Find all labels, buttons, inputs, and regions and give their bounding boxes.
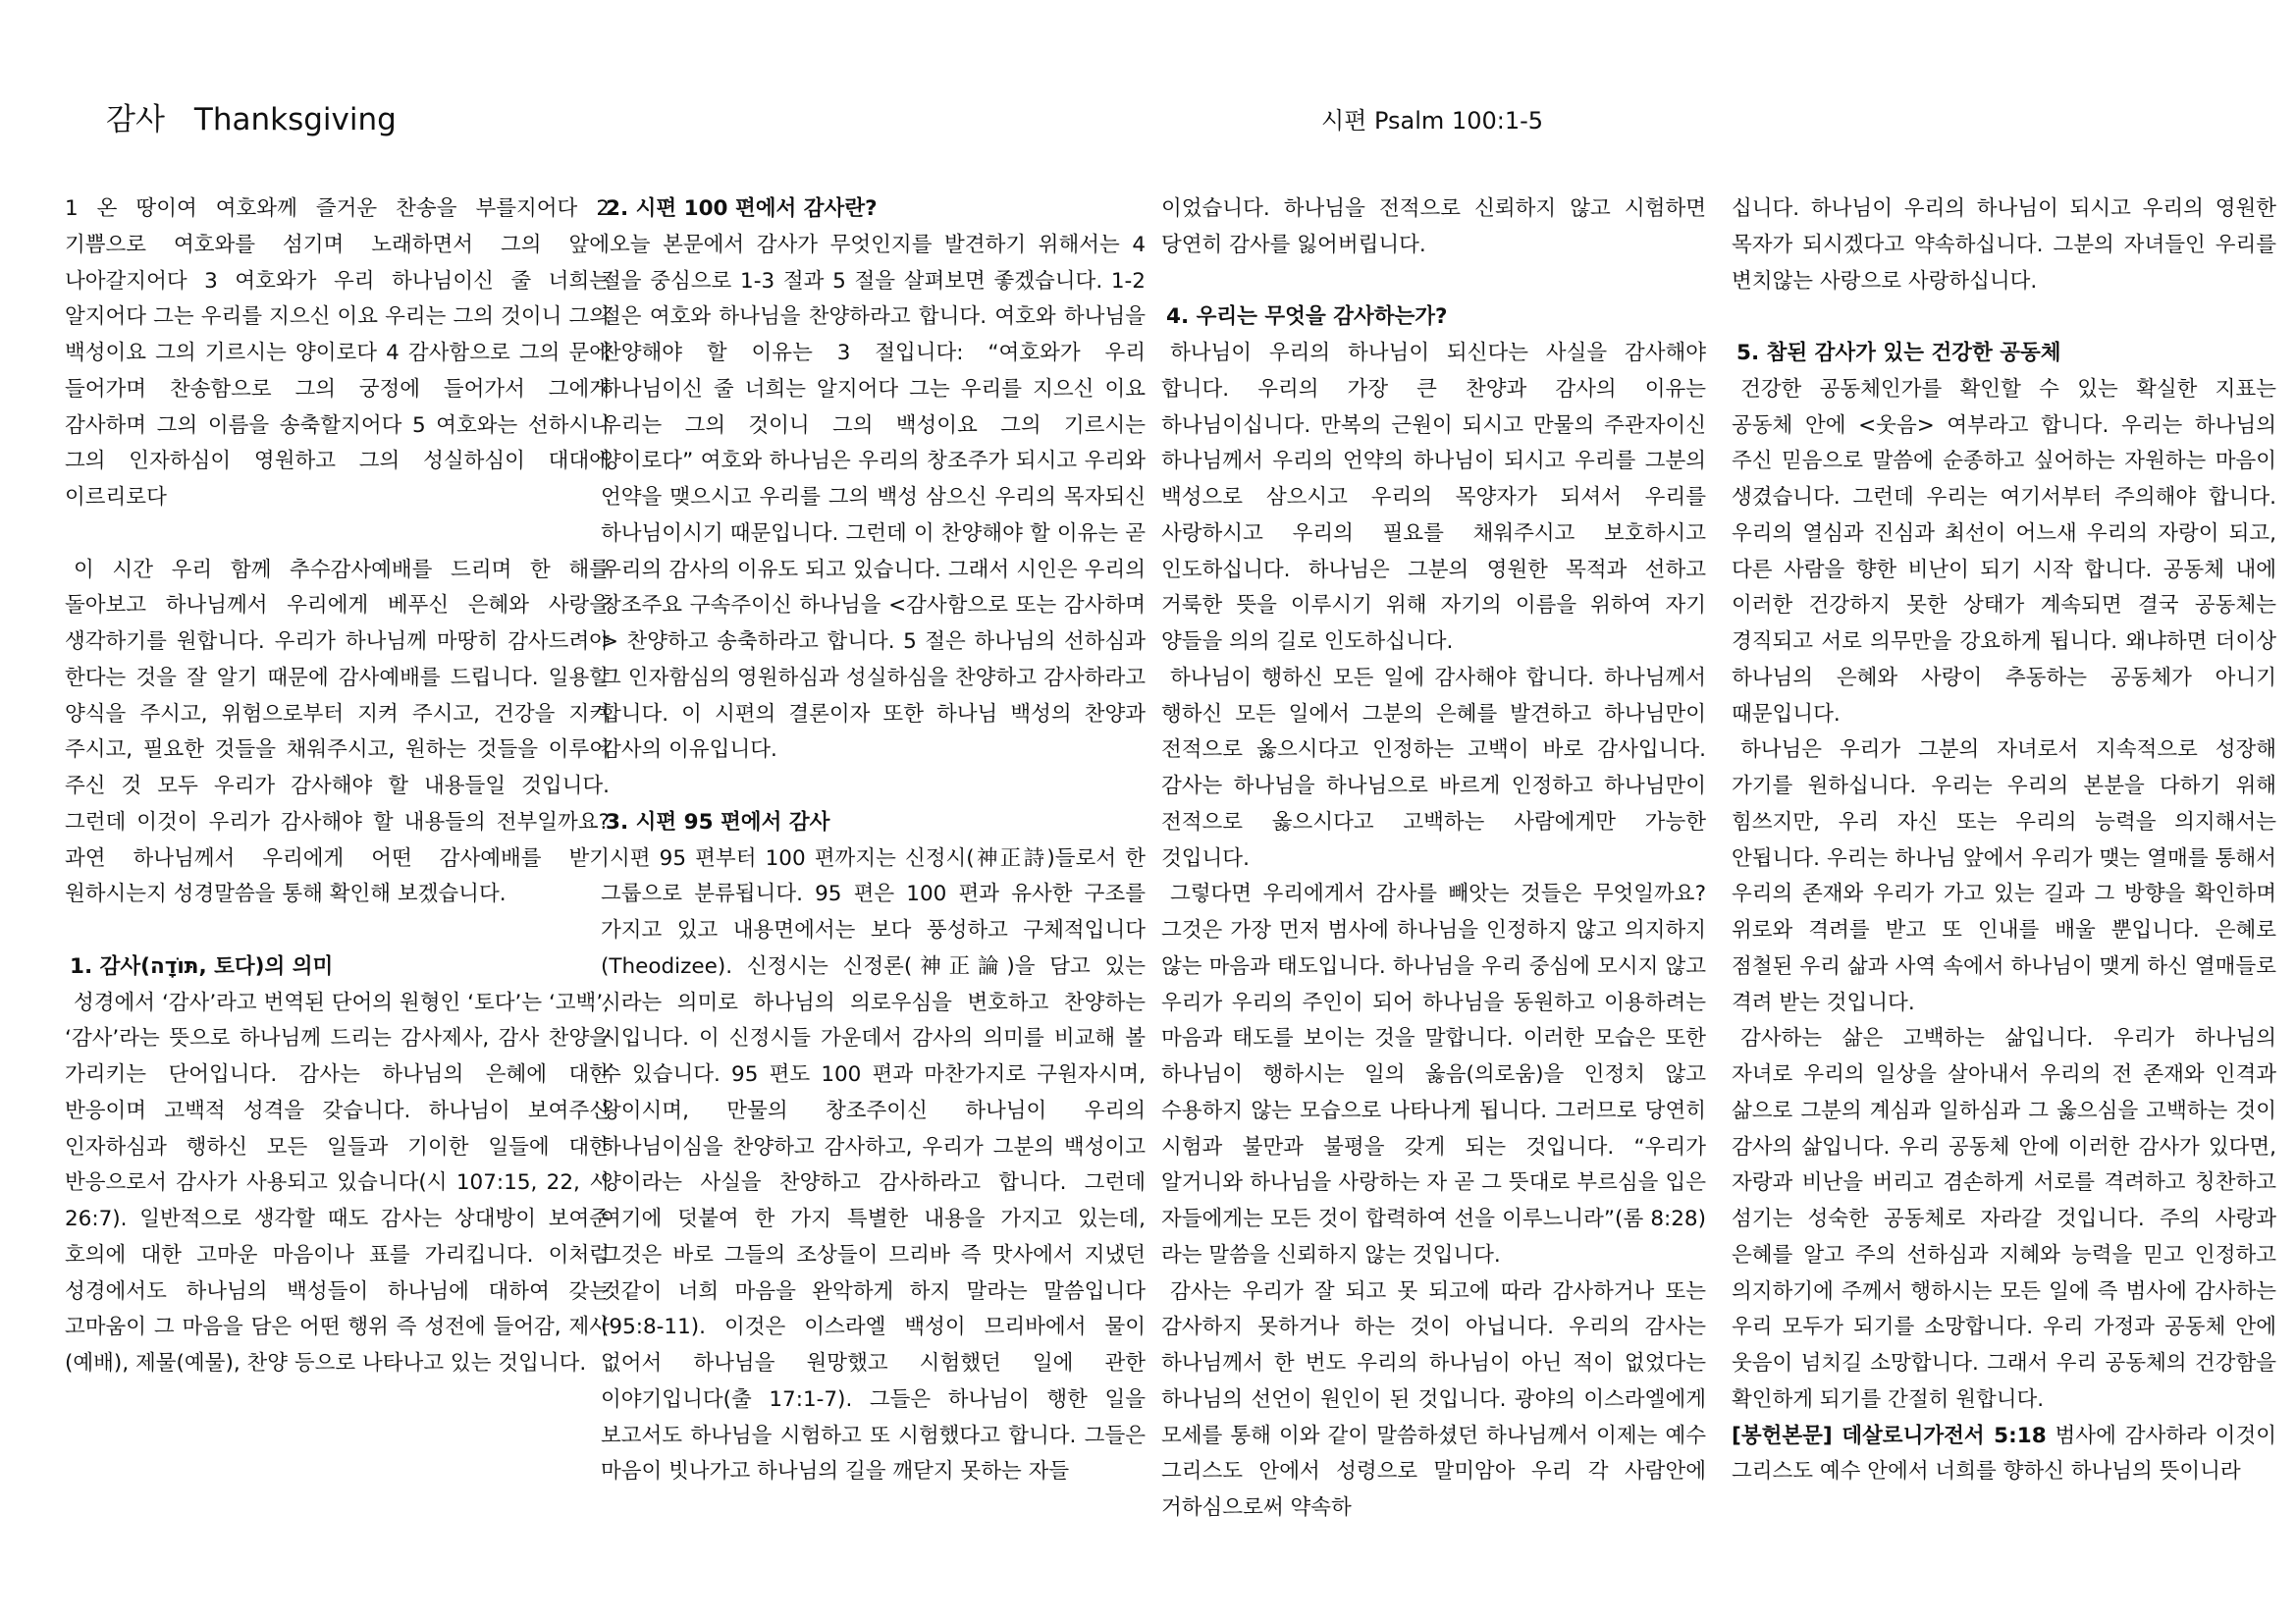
section-4-paragraph-3: 그렇다면 우리에게서 감사를 빼앗는 것들은 무엇일까요? 그것은 가장 먼저 범사에 하나님을 인정하지 않고 의지하지 않는 마음과 태도입니다. 하나님을 우리 중심에 모시지 않고 우리가 우리의 주인이 되어 하나님을 동원하고 이용하려는 마음과 태도를 보이는 것을 말합니다. 이러한 모습은 또한 하나님이 행하시는 일의 옳음(의로움)을 인정치 않고 수용하지 않는 모습으로 나타나게 됩니다. 그러므로 당연히 시험과 불만과 불평을 갖게 되는 것입니다. “우리가 알거니와 하나님을 사랑하는 자 곧 그 뜻대로 부르심을 입은 자들에게는 모든 것이 합력하여 선을 이루느니라”(롬 8:28)라는 말씀을 신뢰하지 않는 것입니다. <box>1161 882 1706 1268</box>
section-5-paragraph-1: 건강한 공동체인가를 확인할 수 있는 확실한 지표는 공동체 안에 <웃음> 여부라고 합니다. 우리는 하나님의 주신 믿음으로 말씀에 순종하고 싶어하는 자원하는 마음이 생겼습니다. 그런데 우리는 여기서부터 주의해야 합니다. 우리의 열심과 진심과 최선이 어느새 우리의 자랑이 되고, 다른 사람을 향한 비난이 되기 시작 합니다. 공동체 내에 이러한 건강하지 못한 상태가 계속되면 결국 공동체는 경직되고 서로 의무만을 강요하게 됩니다. 왜냐하면 더이상 하나님의 은혜와 사랑이 추동하는 공동체가 아니기 때문입니다. <box>1732 376 2276 727</box>
scripture-reference: 시편 Psalm 100:1-5 <box>1321 107 1544 135</box>
intro-paragraph: 이 시간 우리 함께 추수감사예배를 드리며 한 해를 돌아보고 하나님께서 우리에게 베푸신 은혜와 사랑을 생각하기를 원합니다. 우리가 하나님께 마땅히 감사드려야 한다는 것을 잘 알기 때문에 감사예배를 드립니다. 일용할 양식을 주시고, 위험으로부터 지켜 주시고, 건강을 지켜 주시고, 필요한 것들을 채워주시고, 원하는 것들을 이루어 주신 것 모두 우리가 감사해야 할 내용들일 것입니다. 그런데 이것이 우리가 감사해야 할 내용들의 전부일까요? 과연 하나님께서 우리에게 어떤 감사예배를 받기 원하시는지 성경말씀을 통해 확인해 보겠습니다. <box>65 557 610 907</box>
section-5-paragraph-2: 하나님은 우리가 그분의 자녀로서 지속적으로 성장해 가기를 원하십니다. 우리는 우리의 본분을 다하기 위해 힘쓰지만, 우리 자신 또는 우리의 능력을 의지해서는 안됩니다. 우리는 하나님 앞에서 우리가 맺는 열매를 통해서 우리의 존재와 우리가 가고 있는 길과 그 방향을 확인하며 위로와 격려를 받고 또 인내를 배울 뿐입니다. 은혜로 점철된 우리 삶과 사역 속에서 하나님이 맺게 하신 열매들로 격려 받는 것입니다. <box>1732 737 2276 1015</box>
document-title <box>106 98 397 141</box>
section-5-heading: 5. 참된 감사가 있는 건강한 공동체 <box>1736 341 2061 365</box>
section-4-paragraph-2: 하나님이 행하신 모든 일에 감사해야 합니다. 하나님께서 행하신 모든 일에서 그분의 은혜를 발견하고 하나님만이 전적으로 옳으시다고 인정하는 고백이 바로 감사입니다. 감사는 하나님을 하나님으로 바르게 인정하고 하나님만이 전적으로 옳으시다고 고백하는 사람에게만 가능한 것입니다. <box>1161 665 1706 871</box>
offering-scripture <box>1732 1419 2276 1491</box>
scripture-text: 1 온 땅이여 여호와께 즐거운 찬송을 부를지어다 2 기쁨으로 여호와를 섬기며 노래하면서 그의 앞에 나아갈지어다 3 여호와가 우리 하나님이신 줄 너희는 알지어다 그는 우리를 지으신 이요 우리는 그의 것이니 그의 백성이요 그의 기르시는 양이로다 4 감사함으로 그의 문에 들어가며 찬송함으로 그의 궁정에 들어가서 그에게 감사하며 그의 이름을 송축할지어다 5 여호와는 선하시니 그의 인자하심이 영원하고 그의 성실하심이 대대에 이르리로다 <box>65 196 610 510</box>
title-english: Thanksgiving <box>193 102 397 137</box>
section-1-heading: 1. 감사(תּוֹדָה, 토다)의 의미 <box>70 953 334 979</box>
offering-scripture-text: 범사에 감사하라 이것이 그리스도 예수 안에서 너희를 향하신 하나님의 뜻이니라 <box>1732 1423 2276 1485</box>
continued-paragraph: 십니다. 하나님이 우리의 하나님이 되시고 우리의 영원한 목자가 되시겠다고 약속하십니다. 그분의 자녀들인 우리를 변치않는 사랑으로 사랑하십니다. <box>1732 196 2276 294</box>
section-2-heading: 2. 시편 100 편에서 감사란? <box>606 196 878 221</box>
column-2 <box>601 191 1146 1490</box>
continued-paragraph: 이었습니다. 하나님을 전적으로 신뢰하지 않고 시험하면 당연히 감사를 잃어버립니다. <box>1161 196 1706 257</box>
section-5-paragraph-3: 감사하는 삶은 고백하는 삶입니다. 우리가 하나님의 자녀로 우리의 일상을 살아내서 우리의 전 존재와 인격과 삶으로 그분의 계심과 일하심과 그 옳으심을 고백하는 것이 감사의 삶입니다. 우리 공동체 안에 이러한 감사가 있다면, 자랑과 비난을 버리고 겸손하게 서로를 격려하고 칭찬하고 섬기는 성숙한 공동체로 자라갈 것입니다. 주의 사랑과 은혜를 알고 주의 선하심과 지혜와 능력을 믿고 인정하고 의지하기에 주께서 행하시는 모든 일에 즉 범사에 감사하는 우리 모두가 되기를 소망합니다. 우리 가정과 공동체 안에 웃음이 넘치길 소망합니다. 그래서 우리 공동체의 건강함을 확인하게 되기를 간절히 원합니다. <box>1732 1026 2276 1412</box>
offering-scripture-label: [봉헌본문] 데살로니가전서 5:18 <box>1732 1423 2047 1448</box>
section-3-heading: 3. 시편 95 편에서 감사 <box>606 809 830 835</box>
section-4-heading: 4. 우리는 무엇을 감사하는가? <box>1166 304 1448 330</box>
section-1-paragraph: 성경에서 ‘감사’라고 번역된 단어의 원형인 ‘토다’는 ‘고백’, ‘감사’라는 뜻으로 하나님께 드리는 감사제사, 감사 찬양을 가리키는 단어입니다. 감사는 하나님의 은혜에 대한 반응이며 고백적 성격을 갖습니다. 하나님이 보여주신 인자하심과 행하신 모든 일들과 기이한 일들에 대한 반응으로서 감사가 사용되고 있습니다(시 107:15, 22, 시 26:7). 일반적으로 생각할 때도 감사는 상대방이 보여준 호의에 대한 고마운 마음이나 표를 가리킵니다. 이처럼 성경에서도 하나님의 백성들이 하나님에 대하여 갖는 고마움이 그 마음을 담은 어떤 행위 즉 성전에 들어감, 제사(예배), 제물(예물), 찬양 등으로 나타나고 있는 것입니다. <box>65 990 610 1376</box>
section-4-paragraph-1: 하나님이 우리의 하나님이 되신다는 사실을 감사해야 합니다. 우리의 가장 큰 찬양과 감사의 이유는 하나님이십니다. 만복의 근원이 되시고 만물의 주관자이신 하나님께서 우리의 언약의 하나님이 되시고 우리를 그분의 백성으로 삼으시고 우리의 목양자가 되셔서 우리를 사랑하시고 우리의 필요를 채워주시고 보호하시고 인도하십니다. 하나님은 그분의 영원한 목적과 선하고 거룩한 뜻을 이루시기 위해 자기의 이름을 위하여 자기 양들을 의의 길로 인도하십니다. <box>1161 341 1706 654</box>
column-4 <box>1732 191 2276 1490</box>
title-korean: 감사 <box>106 102 165 137</box>
section-4-paragraph-4: 감사는 우리가 잘 되고 못 되고에 따라 감사하거나 또는 감사하지 못하거나 하는 것이 아닙니다. 우리의 감사는 하나님께서 한 번도 우리의 하나님이 아닌 적이 없었다는 하나님의 선언이 원인이 된 것입니다. 광야의 이스라엘에게 모세를 통해 이와 같이 말씀하셨던 하나님께서 이제는 예수 그리스도 안에서 성령으로 말미암아 우리 각 사람안에 거하심으로써 약속하 <box>1161 1278 1706 1520</box>
column-3 <box>1161 191 1706 1527</box>
column-1 <box>65 191 610 1382</box>
section-3-paragraph: 시편 95 편부터 100 편까지는 신정시(神正詩)들로서 한 그룹으로 분류됩니다. 95 편은 100 편과 유사한 구조를 가지고 있고 내용면에서는 보다 풍성하고 구체적입니다(Theodizee). 신정시는 신정론(神正論)을 담고 있는 시라는 의미로 하나님의 의로우심을 변호하고 찬양하는 시입니다. 이 신정시들 가운데서 감사의 의미를 비교해 볼 수 있습니다. 95 편도 100 편과 마찬가지로 구원자시며, 왕이시며, 만물의 창조주이신 하나님이 우리의 하나님이심을 찬양하고 감사하고, 우리가 그분의 백성이고 양이라는 사실을 찬양하고 감사하라고 합니다. 그런데 여기에 덧붙여 한 가지 특별한 내용을 가지고 있는데, 그것은 바로 그들의 조상들이 므리바 즉 맛사에서 지냈던 것같이 너희 마음을 완악하게 하지 말라는 말씀입니다(95:8-11). 이것은 이스라엘 백성이 므리바에서 물이 없어서 하나님을 원망했고 시험했던 일에 관한 이야기입니다(출 17:1-7). 그들은 하나님이 행한 일을 보고서도 하나님을 시험하고 또 시험했다고 합니다. 그들은 마음이 빗나가고 하나님의 길을 깨닫지 못하는 자들 <box>601 845 1146 1485</box>
section-2-paragraph: 오늘 본문에서 감사가 무엇인지를 발견하기 위해서는 4 절을 중심으로 1-3 절과 5 절을 살펴보면 좋겠습니다. 1-2 절은 여호와 하나님을 찬양하라고 합니다. 여호와 하나님을 찬양해야 할 이유는 3 절입니다: “여호와가 우리 하나님이신 줄 너희는 알지어다 그는 우리를 지으신 이요 우리는 그의 것이니 그의 백성이요 그의 기르시는 양이로다” 여호와 하나님은 우리의 창조주가 되시고 우리와 언약을 맺으시고 우리를 그의 백성 삼으신 우리의 목자되신 하나님이시기 때문입니다. 그런데 이 찬양해야 할 이유는 곧 우리의 감사의 이유도 되고 있습니다. 그래서 시인은 우리의 창조주요 구속주이신 하나님을 <감사함으로 또는 감사하며> 찬양하고 송축하라고 합니다. 5 절은 하나님의 선하심과 그 인자함심의 영원하심과 성실하심을 찬양하고 감사하라고 합니다. 이 시편의 결론이자 또한 하나님 백성의 찬양과 감사의 이유입니다. <box>601 232 1146 763</box>
